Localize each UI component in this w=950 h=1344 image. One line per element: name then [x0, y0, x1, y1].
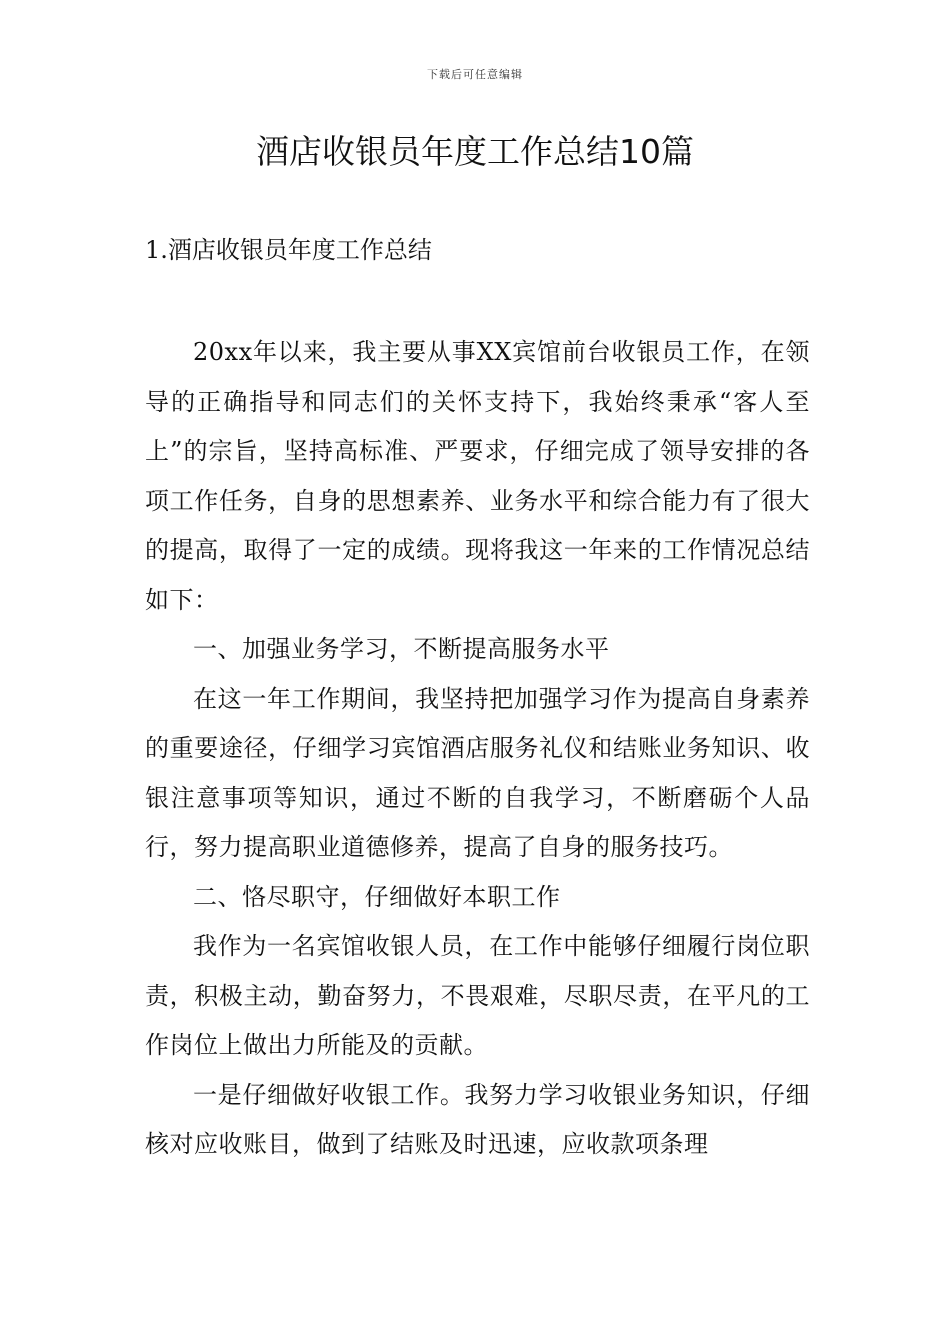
paragraph-duty: 我作为一名宾馆收银人员，在工作中能够仔细履行岗位职责，积极主动，勤奋努力，不畏艰难，尽职尽责，在平凡的工作岗位上做出力所能及的贡献。 [145, 932, 810, 1059]
paragraph-intro: 20xx年以来，我主要从事XX宾馆前台收银员工作，在领导的正确指导和同志们的关怀支持下，我始终秉承“客人至上”的宗旨，坚持高标准、严要求，仔细完成了领导安排的各项工作任务，自身的思想素养、业务水平和综合能力有了很大的提高，取得了一定的成绩。现将我这一年来的工作情况总结如下： [145, 338, 810, 614]
paragraph-subheading-2: 二、恪尽职守，仔细做好本职工作 [193, 882, 561, 911]
paragraph-study: 在这一年工作期间，我坚持把加强学习作为提高自身素养的重要途径，仔细学习宾馆酒店服务礼仪和结账业务知识、收银注意事项等知识，通过不断的自我学习，不断磨砺个人品行，努力提高职业道德修养，提高了自身的服务技巧。 [145, 684, 810, 861]
section-heading: 1.酒店收银员年度工作总结 [145, 236, 432, 264]
paragraph-cashier: 一是仔细做好收银工作。我努力学习收银业务知识，仔细核对应收账目，做到了结账及时迅速，应收款项条理 [145, 1080, 810, 1158]
paragraph-subheading-1: 一、加强业务学习，不断提高服务水平 [193, 635, 610, 663]
header-note: 下载后可任意编辑 [427, 68, 523, 81]
document-body [145, 328, 810, 1170]
document-title: 酒店收银员年度工作总结10篇 [256, 132, 694, 171]
